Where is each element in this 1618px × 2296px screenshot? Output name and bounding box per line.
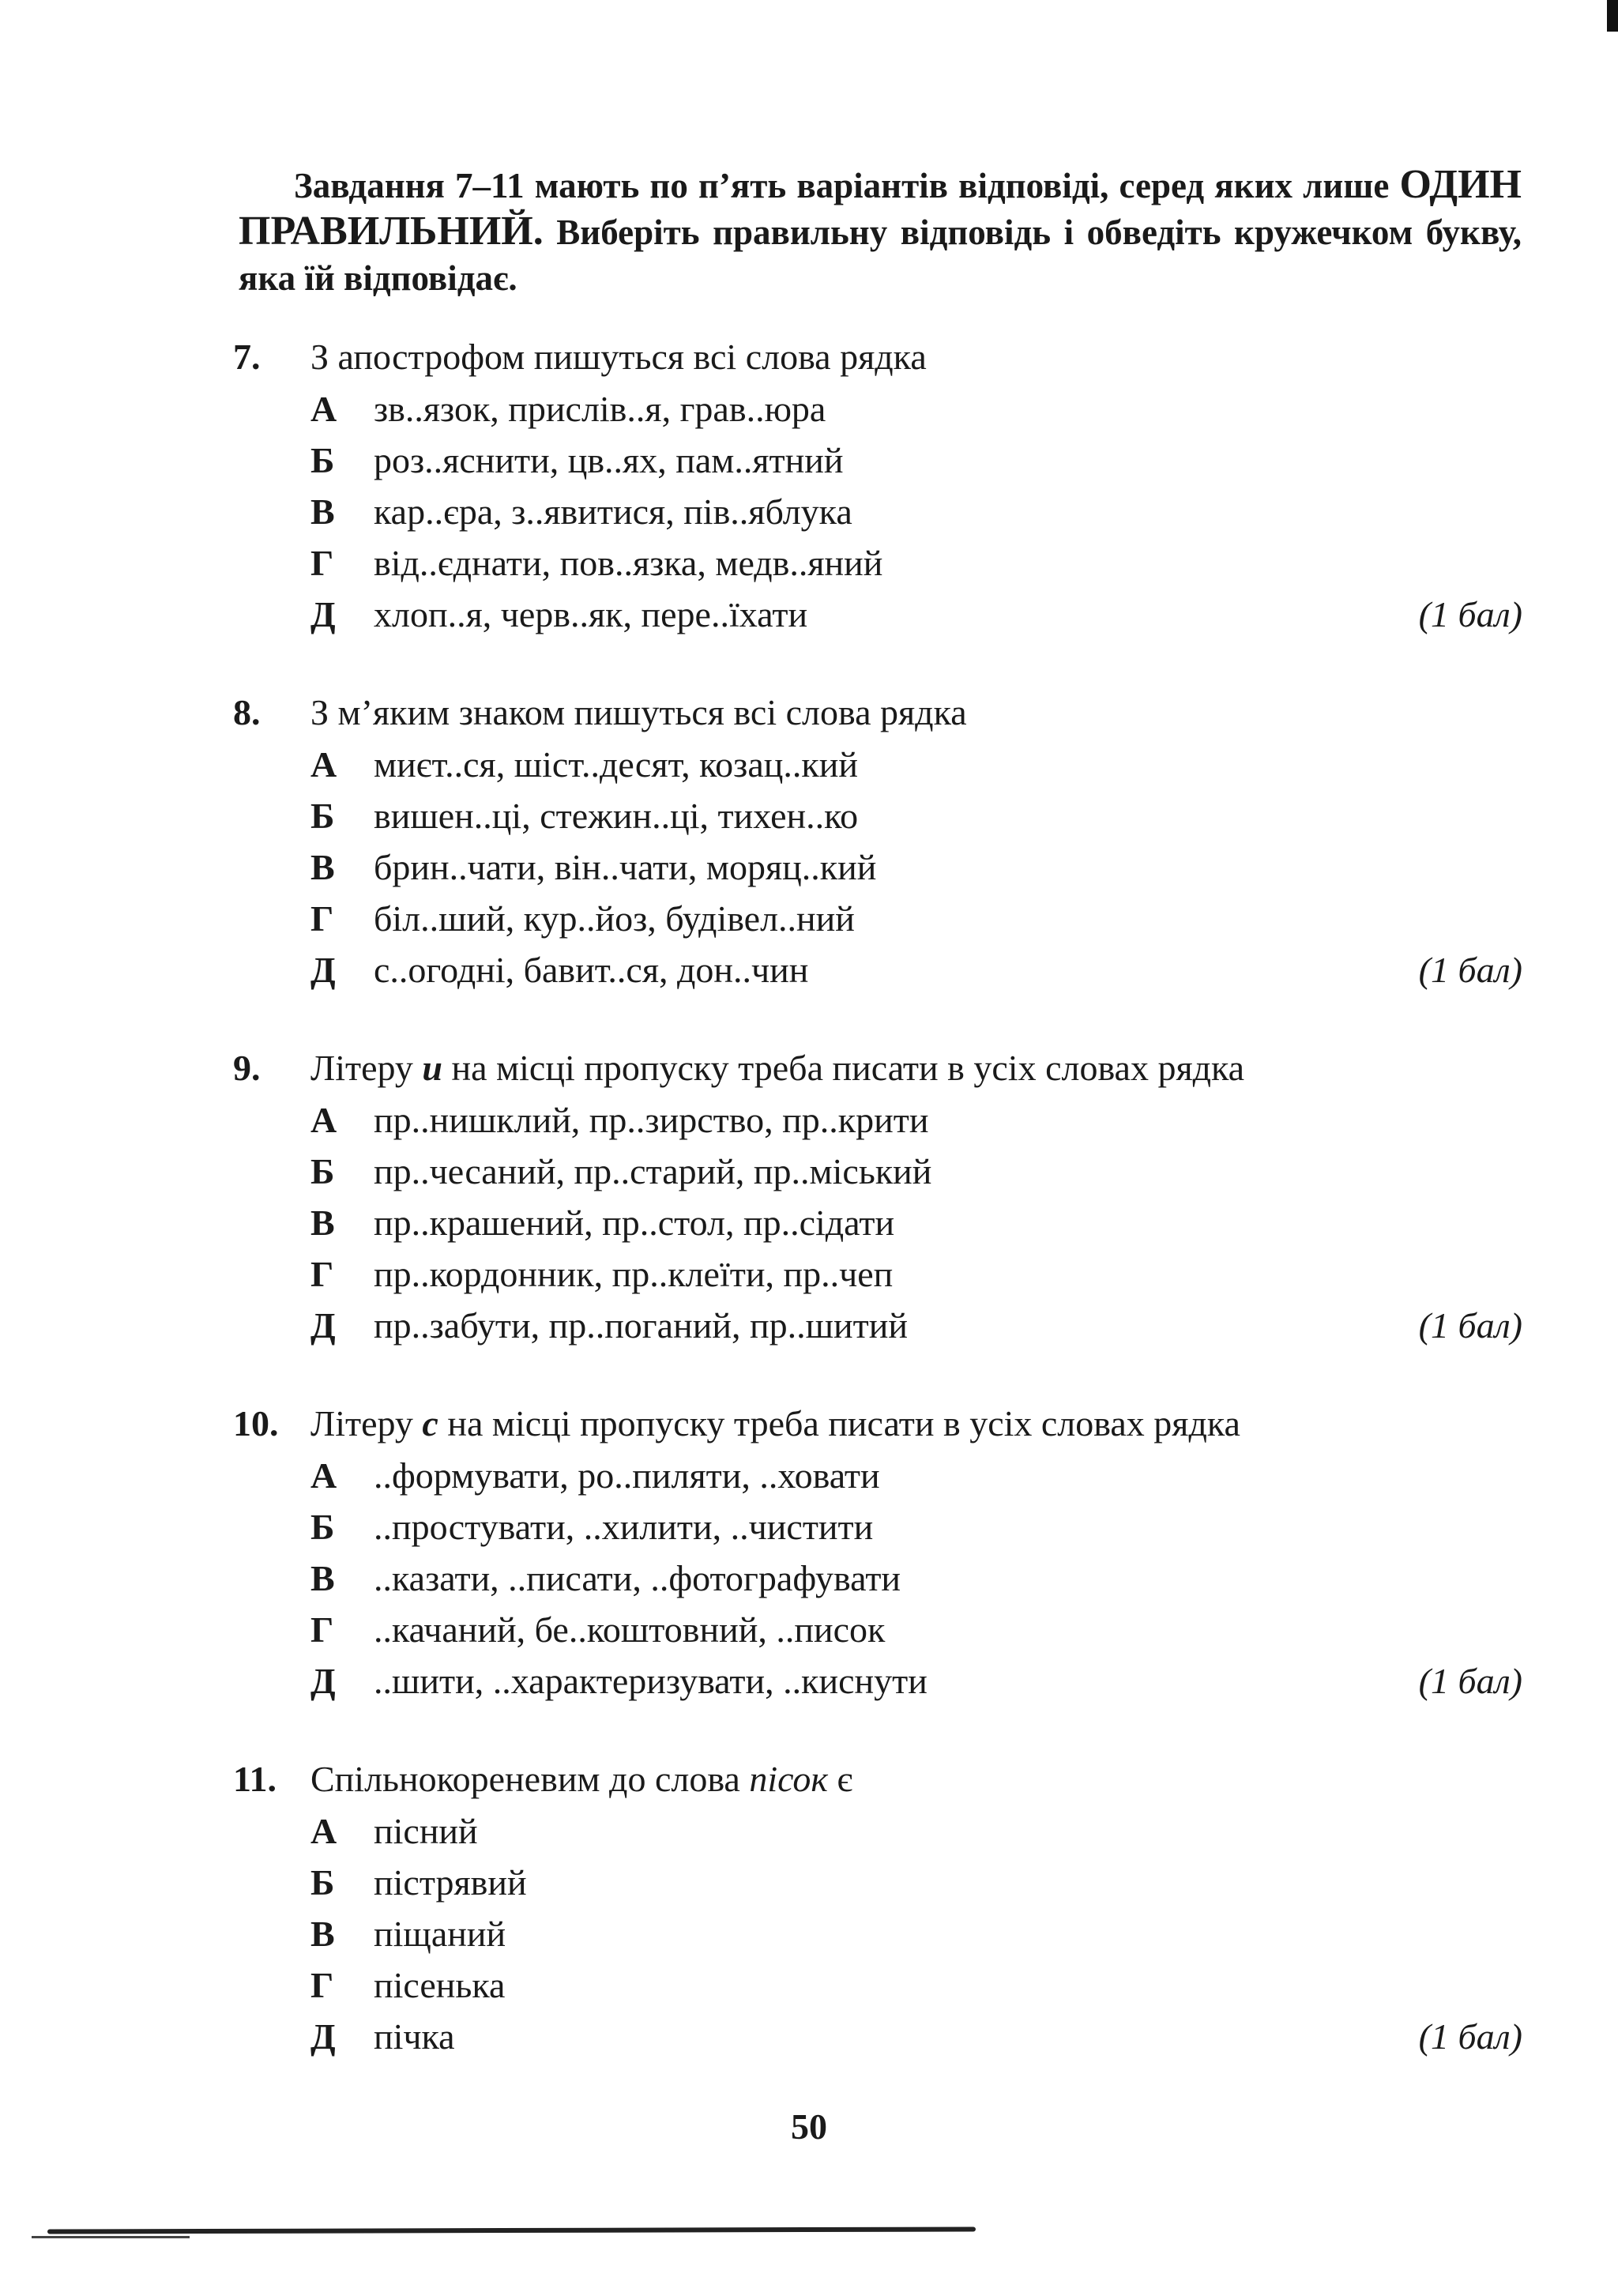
score-label: (1 бал) <box>1418 950 1522 990</box>
answer-option-a[interactable] <box>233 743 1529 795</box>
question-number: 10. <box>233 1403 279 1443</box>
question-text-after: на місці пропуску треба писати в усіх словах рядка <box>438 1403 1240 1443</box>
question-text: З апострофом пишуться всі слова рядка <box>310 337 927 377</box>
question-text-before: Спільнокореневим до слова <box>310 1759 750 1799</box>
option-text: пісний <box>374 1811 478 1851</box>
answer-option-a[interactable] <box>233 1455 1529 1506</box>
instructions-paragraph <box>239 162 1522 301</box>
option-letter[interactable]: Б <box>310 1151 335 1191</box>
score-label: (1 бал) <box>1418 1661 1522 1701</box>
option-letter[interactable]: Г <box>310 1254 334 1294</box>
option-text: с..огодні, бавит..ся, дон..чин <box>374 950 809 990</box>
page-number: 50 <box>791 2106 827 2147</box>
answer-option-d[interactable] <box>233 2016 1529 2067</box>
option-text: пічка <box>374 2016 455 2057</box>
option-text: ..простувати, ..хилити, ..чистити <box>374 1507 874 1547</box>
answer-option-d[interactable] <box>233 1660 1529 1711</box>
bottom-rule <box>47 2226 976 2234</box>
option-letter[interactable]: В <box>310 847 335 887</box>
answer-option-a[interactable] <box>233 388 1529 439</box>
instructions-part2: Виберіть правильну відповідь і обведіть кружечком букву, яка їй відповідає. <box>239 213 1522 298</box>
answer-option-a[interactable] <box>233 1099 1529 1150</box>
answer-option-v[interactable] <box>233 491 1529 542</box>
answer-option-b[interactable] <box>233 1150 1529 1202</box>
option-text: біл..ший, кур..йоз, будівел..ний <box>374 898 855 939</box>
answer-option-b[interactable] <box>233 795 1529 846</box>
question-7 <box>233 336 1529 645</box>
answer-option-v[interactable] <box>233 1202 1529 1253</box>
option-text: пр..крашений, пр..стол, пр..сідати <box>374 1203 895 1243</box>
question-emphasis: пісок <box>749 1759 828 1799</box>
question-number: 9. <box>233 1048 261 1088</box>
question-text <box>310 1047 1529 1089</box>
option-text: пр..кордонник, пр..клеїти, пр..чеп <box>374 1254 894 1294</box>
option-text: піщаний <box>374 1914 506 1954</box>
question-11 <box>233 1758 1529 2067</box>
option-letter[interactable]: В <box>310 1203 335 1243</box>
option-letter[interactable]: В <box>310 491 335 532</box>
option-letter[interactable]: Б <box>310 440 335 480</box>
question-number: 7. <box>233 337 261 377</box>
answer-option-b[interactable] <box>233 439 1529 491</box>
question-8 <box>233 691 1529 1000</box>
answer-option-d[interactable] <box>233 949 1529 1000</box>
option-letter[interactable]: Б <box>310 796 335 836</box>
question-number: 8. <box>233 692 261 732</box>
answer-option-h[interactable] <box>233 1609 1529 1660</box>
option-text: пісенька <box>374 1965 506 2005</box>
question-text-after: є <box>827 1759 853 1799</box>
answer-option-h[interactable] <box>233 542 1529 593</box>
option-text: пр..нишклий, пр..зирство, пр..крити <box>374 1100 929 1140</box>
option-letter[interactable]: Д <box>310 1305 336 1346</box>
option-text: ..казати, ..писати, ..фотографувати <box>374 1558 901 1598</box>
bottom-rule-accent <box>32 2236 190 2238</box>
question-number: 11. <box>233 1759 277 1799</box>
answer-option-h[interactable] <box>233 1964 1529 2016</box>
option-letter[interactable]: Г <box>310 898 334 939</box>
option-letter[interactable]: Г <box>310 1609 334 1650</box>
option-text: брин..чати, він..чати, моряц..кий <box>374 847 877 887</box>
answer-option-b[interactable] <box>233 1861 1529 1913</box>
question-text: З м’яким знаком пишуться всі слова рядка <box>310 692 967 732</box>
answer-option-v[interactable] <box>233 1557 1529 1609</box>
answer-option-d[interactable] <box>233 593 1529 645</box>
score-label: (1 бал) <box>1418 594 1522 634</box>
score-label: (1 бал) <box>1418 2016 1522 2057</box>
option-letter[interactable]: Д <box>310 2016 336 2057</box>
question-9 <box>233 1047 1529 1356</box>
option-letter[interactable]: Д <box>310 950 336 990</box>
option-text: ..шити, ..характеризувати, ..киснути <box>374 1661 928 1701</box>
question-text-before: Літеру <box>310 1403 423 1443</box>
option-text: кар..єра, з..явитися, пів..яблука <box>374 491 852 532</box>
question-emphasis: с <box>422 1403 438 1443</box>
option-text: пр..забути, пр..поганий, пр..шитий <box>374 1305 908 1346</box>
option-letter[interactable]: Г <box>310 543 334 583</box>
answer-option-h[interactable] <box>233 1253 1529 1304</box>
option-text: вишен..ці, стежин..ці, тихен..ко <box>374 796 859 836</box>
answer-option-h[interactable] <box>233 898 1529 949</box>
instructions-part1: Завдання 7–11 мають по п’ять варіантів відповіді, серед яких лише <box>294 166 1400 205</box>
question-text <box>310 1402 1529 1444</box>
option-letter[interactable]: А <box>310 1455 337 1496</box>
answer-option-v[interactable] <box>233 1913 1529 1964</box>
option-letter[interactable]: А <box>310 1100 337 1140</box>
scan-edge-mark <box>1607 0 1618 32</box>
question-text-after: на місці пропуску треба писати в усіх словах рядка <box>442 1048 1245 1088</box>
option-text: від..єднати, пов..язка, медв..яний <box>374 543 883 583</box>
question-10 <box>233 1402 1529 1711</box>
option-letter[interactable]: А <box>310 1811 337 1851</box>
option-letter[interactable]: Б <box>310 1507 335 1547</box>
answer-option-v[interactable] <box>233 846 1529 898</box>
instructions-emphasis: ОДИН ПРАВИЛЬНИЙ. <box>239 162 1522 254</box>
option-letter[interactable]: Д <box>310 1661 336 1701</box>
option-letter[interactable]: В <box>310 1558 335 1598</box>
score-label: (1 бал) <box>1418 1305 1522 1346</box>
answer-option-b[interactable] <box>233 1506 1529 1557</box>
answer-option-a[interactable] <box>233 1810 1529 1861</box>
question-text <box>310 1758 1529 1800</box>
option-letter[interactable]: Б <box>310 1862 335 1903</box>
option-text: роз..яснити, цв..ях, пам..ятний <box>374 440 844 480</box>
option-letter[interactable]: А <box>310 744 337 785</box>
option-text: пістрявий <box>374 1862 527 1903</box>
option-text: ..качаний, бе..коштовний, ..писок <box>374 1609 886 1650</box>
question-text-before: Літеру <box>310 1048 423 1088</box>
option-text: ..формувати, ро..пиляти, ..ховати <box>374 1455 880 1496</box>
option-text: пр..чесаний, пр..старий, пр..міський <box>374 1151 932 1191</box>
option-text: миєт..ся, шіст..десят, козац..кий <box>374 744 858 785</box>
option-text: хлоп..я, черв..як, пере..їхати <box>374 594 808 634</box>
option-letter[interactable]: А <box>310 389 337 429</box>
option-text: зв..язок, прислів..я, грав..юра <box>374 389 826 429</box>
option-letter[interactable]: Д <box>310 594 336 634</box>
option-letter[interactable]: В <box>310 1914 335 1954</box>
question-emphasis: и <box>422 1048 442 1088</box>
option-letter[interactable]: Г <box>310 1965 334 2005</box>
answer-option-d[interactable] <box>233 1304 1529 1356</box>
